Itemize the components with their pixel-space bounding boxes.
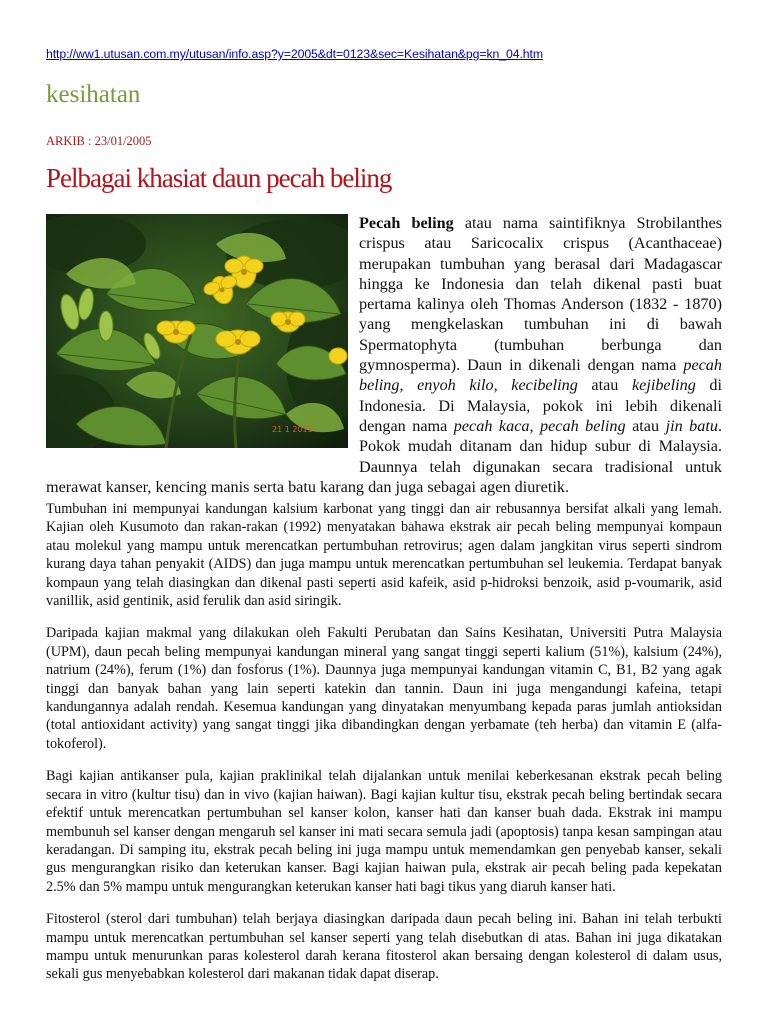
- body-paragraph: Bagi kajian antikanser pula, kajian praklinikal telah dijalankan untuk menilai keberkesanan ekstrak pecah beling secara in vitro (kultur tisu) dan in vivo (kajian haiwan). Bagi kajian kultur tisu, ekstrak pecah beling bertindak secara efektif untuk merencatkan pertumbuhan sel kanser kolon, kanser hati dan kanser buah dada. Ekstrak ini mampu membunuh sel kanser dengan mengaruh sel kanser ini mati secara semula jadi (apoptosis) tanpa kesan sampingan atau keradangan. Di samping itu, ekstrak pecah beling ini juga mampu untuk memendamkan gen penyebab kanser, sekali gus mengurangkan risiko dan keterukan kanser. Bagi kajian haiwan pula, ekstrak air pecah beling pada kepekatan 2.5% dan 5% mampu untuk mengurangkan keterukan kanser hati bagi tikus yang diaruh kanser hati.: [46, 768, 722, 895]
- archive-date: ARKIB : 23/01/2005: [46, 134, 152, 148]
- article-headline: Pelbagai khasiat daun pecah beling: [46, 163, 392, 193]
- photo-date-stamp: 21 1 2011: [272, 425, 313, 434]
- body-paragraph: Daripada kajian makmal yang dilakukan oleh Fakulti Perubatan dan Sains Kesihatan, Universiti Putra Malaysia (UPM), daun pecah beling mempunyai kandungan mineral yang sangat tinggi seperti kalium (51%), kalsium (24%), natrium (24%), ferum (1%) dan fosforus (1%). Daunnya juga mempunyai kandungan vitamin C, B1, B2 yang agak tinggi dan banyak bahan yang lain seperti katekin dan tannin. Daun ini juga mengandungi kafeina, tetapi kandungannya adalah rendah. Kesemua kandungan yang dinyatakan menyumbang kepada paras jumlah antioksidan (total antioxidant activity) yang sangat tinggi jika dibandingkan dengan yerbamate (teh herba) dan vitamin E (alfa-tokoferol).: [46, 625, 722, 752]
- lead-run: kejibeling: [631, 376, 696, 395]
- lead-run: atau nama saintifiknya Strobilanthes crispus atau Saricocalix crispus (Acanthaceae) merupakan tumbuhan yang berasal dari Madagascar hingga ke Indonesia dan telah dikenal pasti buat pertama kalinya oleh Thomas Anderson (1832 - 1870) yang mengkelaskan tumbuhan ini di bawah Spermatophyta (tumbuhan berbunga dan gymnosperma). Daun in dikenali dengan nama: [359, 214, 722, 375]
- source-url-link[interactable]: http://ww1.utusan.com.my/utusan/info.asp?y=2005&dt=0123&sec=Kesihatan&pg=kn_04.htm: [46, 47, 543, 61]
- photo-float-spacer: [46, 213, 359, 457]
- body-paragraph: Tumbuhan ini mempunyai kandungan kalsium karbonat yang tinggi dan air rebusannya bersifat alkali yang lemah. Kajian oleh Kusumoto dan rakan-rakan (1992) menyatakan bahawa ekstrak air pecah beling mempunyai kompaun atau molekul yang mampu untuk merencatkan pertumbuhan retrovirus; agen dalam jangkitan virus seperti sindrom kurang daya tahan penyakit (AIDS) dan juga mampu untuk merencatkan pertumbuhan sel leukemia. Terdapat banyak kompaun yang telah diasingkan dan dikenal pasti seperti asid kafeik, asid p-hidroksi benzoik, asid p-voumarik, asid vanillik, asid gentinik, asid ferulik dan asid siringik.: [46, 501, 722, 610]
- section-title: kesihatan: [46, 81, 141, 108]
- lead-run: Pecah beling: [359, 214, 454, 232]
- article-body: [46, 500, 722, 998]
- lead-run: jin batu: [665, 416, 718, 435]
- lead-run: di Indonesia. Di Malaysia, pokok ini lebih dikenali dengan nama: [359, 376, 722, 435]
- lead-run: . Pokok mudah ditanam dan hidup subur di Malaysia. Daunnya telah digunakan secara tradisional untuk merawat kanser, kencing manis serta batu karang dan juga sebagai agen diuretik.: [46, 416, 722, 496]
- lead-run: pecah beling, enyoh kilo, kecibeling: [359, 356, 722, 395]
- lead-run: atau: [577, 376, 632, 395]
- lead-run: atau: [625, 416, 666, 435]
- lead-run: pecah kaca, pecah beling: [453, 416, 626, 435]
- lead-paragraph: [46, 213, 722, 497]
- body-paragraph: Fitosterol (sterol dari tumbuhan) telah berjaya diasingkan daripada daun pecah beling ini. Bahan ini telah terbukti mampu untuk merencatkan pertumbuhan sel kanser seperti yang telah disebutkan di atas. Bahan ini juga dikatakan mampu untuk menurunkan paras kolesterol darah kerana fitosterol akan bersaing dengan kolesterol di dalam usus, sekali gus menyebabkan kolesterol dari makanan tidak dapat diserap.: [46, 911, 722, 983]
